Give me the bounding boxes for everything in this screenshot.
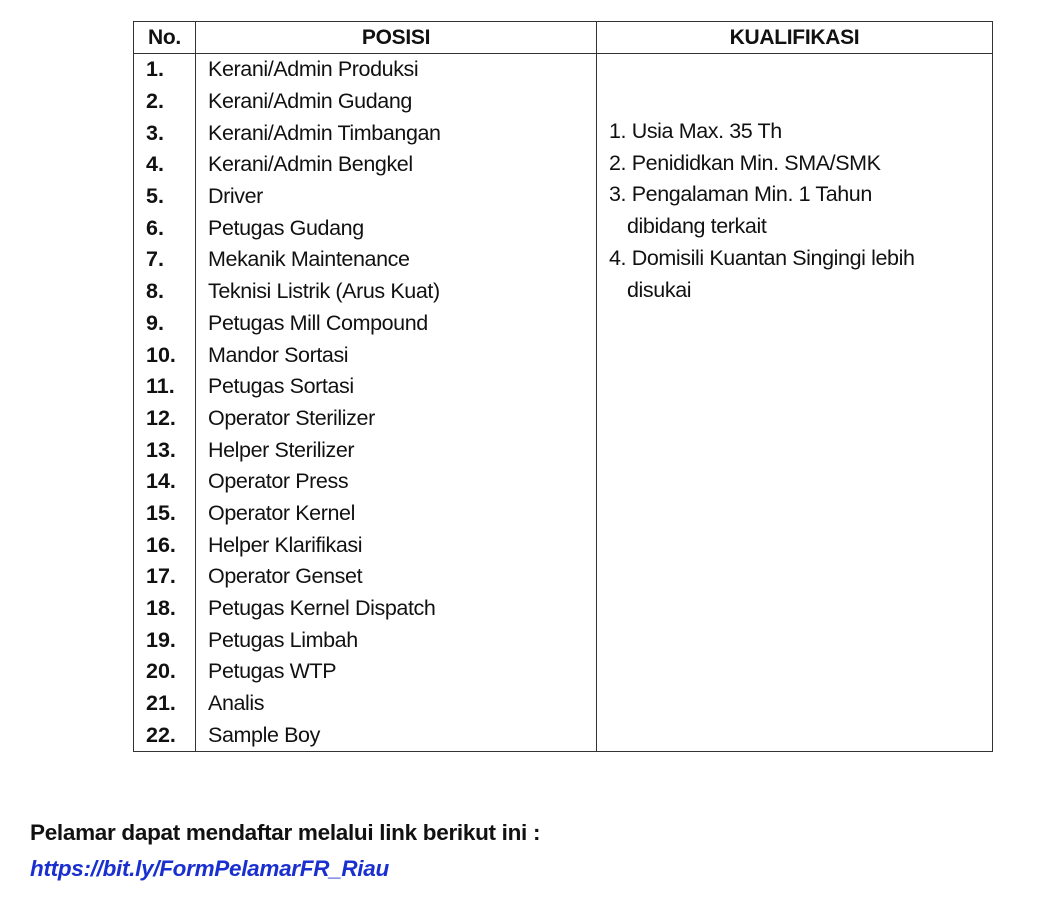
row-number: 16. [134, 529, 196, 561]
header-no: No. [134, 22, 196, 54]
apply-link[interactable]: https://bit.ly/FormPelamarFR_Riau [30, 856, 389, 881]
row-number: 5. [134, 181, 196, 213]
position-name: Operator Genset [196, 561, 597, 593]
header-kualifikasi: KUALIFIKASI [597, 22, 993, 54]
qualification-item: 4. Domisili Kuantan Singingi lebih [609, 245, 915, 270]
position-name: Petugas Kernel Dispatch [196, 593, 597, 625]
position-name: Mandor Sortasi [196, 339, 597, 371]
row-number: 8. [134, 276, 196, 308]
position-name: Kerani/Admin Timbangan [196, 117, 597, 149]
position-name: Sample Boy [196, 719, 597, 751]
row-number: 21. [134, 688, 196, 720]
position-name: Petugas WTP [196, 656, 597, 688]
row-number: 19. [134, 624, 196, 656]
apply-instruction: Pelamar dapat mendaftar melalui link berikut ini : [30, 820, 541, 845]
table-body [134, 54, 993, 752]
qualifications-cell [597, 54, 993, 752]
position-name: Petugas Sortasi [196, 371, 597, 403]
position-name: Helper Klarifikasi [196, 529, 597, 561]
row-number: 11. [134, 371, 196, 403]
row-number: 2. [134, 86, 196, 118]
position-name: Kerani/Admin Produksi [196, 54, 597, 86]
position-name: Analis [196, 688, 597, 720]
qualification-item-continuation: dibidang terkait [627, 214, 767, 239]
position-name: Operator Sterilizer [196, 403, 597, 435]
row-number: 12. [134, 403, 196, 435]
header-posisi: POSISI [196, 22, 597, 54]
row-number: 4. [134, 149, 196, 181]
row-number: 13. [134, 434, 196, 466]
row-number: 22. [134, 719, 196, 751]
position-name: Operator Kernel [196, 498, 597, 530]
position-name: Operator Press [196, 466, 597, 498]
row-number: 18. [134, 593, 196, 625]
row-number: 7. [134, 244, 196, 276]
qualification-item-continuation: disukai [627, 277, 692, 302]
qualification-item: 3. Pengalaman Min. 1 Tahun [609, 182, 872, 207]
table-row [134, 54, 993, 86]
position-name: Driver [196, 181, 597, 213]
qualification-item: 2. Penididkan Min. SMA/SMK [609, 150, 881, 175]
position-name: Petugas Mill Compound [196, 308, 597, 340]
row-number: 14. [134, 466, 196, 498]
row-number: 15. [134, 498, 196, 530]
row-number: 1. [134, 54, 196, 86]
position-name: Kerani/Admin Gudang [196, 86, 597, 118]
positions-table [133, 21, 993, 752]
row-number: 17. [134, 561, 196, 593]
position-name: Mekanik Maintenance [196, 244, 597, 276]
qualification-item: 1. Usia Max. 35 Th [609, 119, 782, 143]
row-number: 20. [134, 656, 196, 688]
position-name: Kerani/Admin Bengkel [196, 149, 597, 181]
row-number: 6. [134, 212, 196, 244]
row-number: 3. [134, 117, 196, 149]
row-number: 10. [134, 339, 196, 371]
position-name: Petugas Gudang [196, 212, 597, 244]
position-name: Teknisi Listrik (Arus Kuat) [196, 276, 597, 308]
position-name: Petugas Limbah [196, 624, 597, 656]
position-name: Helper Sterilizer [196, 434, 597, 466]
table-header-row [134, 22, 993, 54]
row-number: 9. [134, 308, 196, 340]
